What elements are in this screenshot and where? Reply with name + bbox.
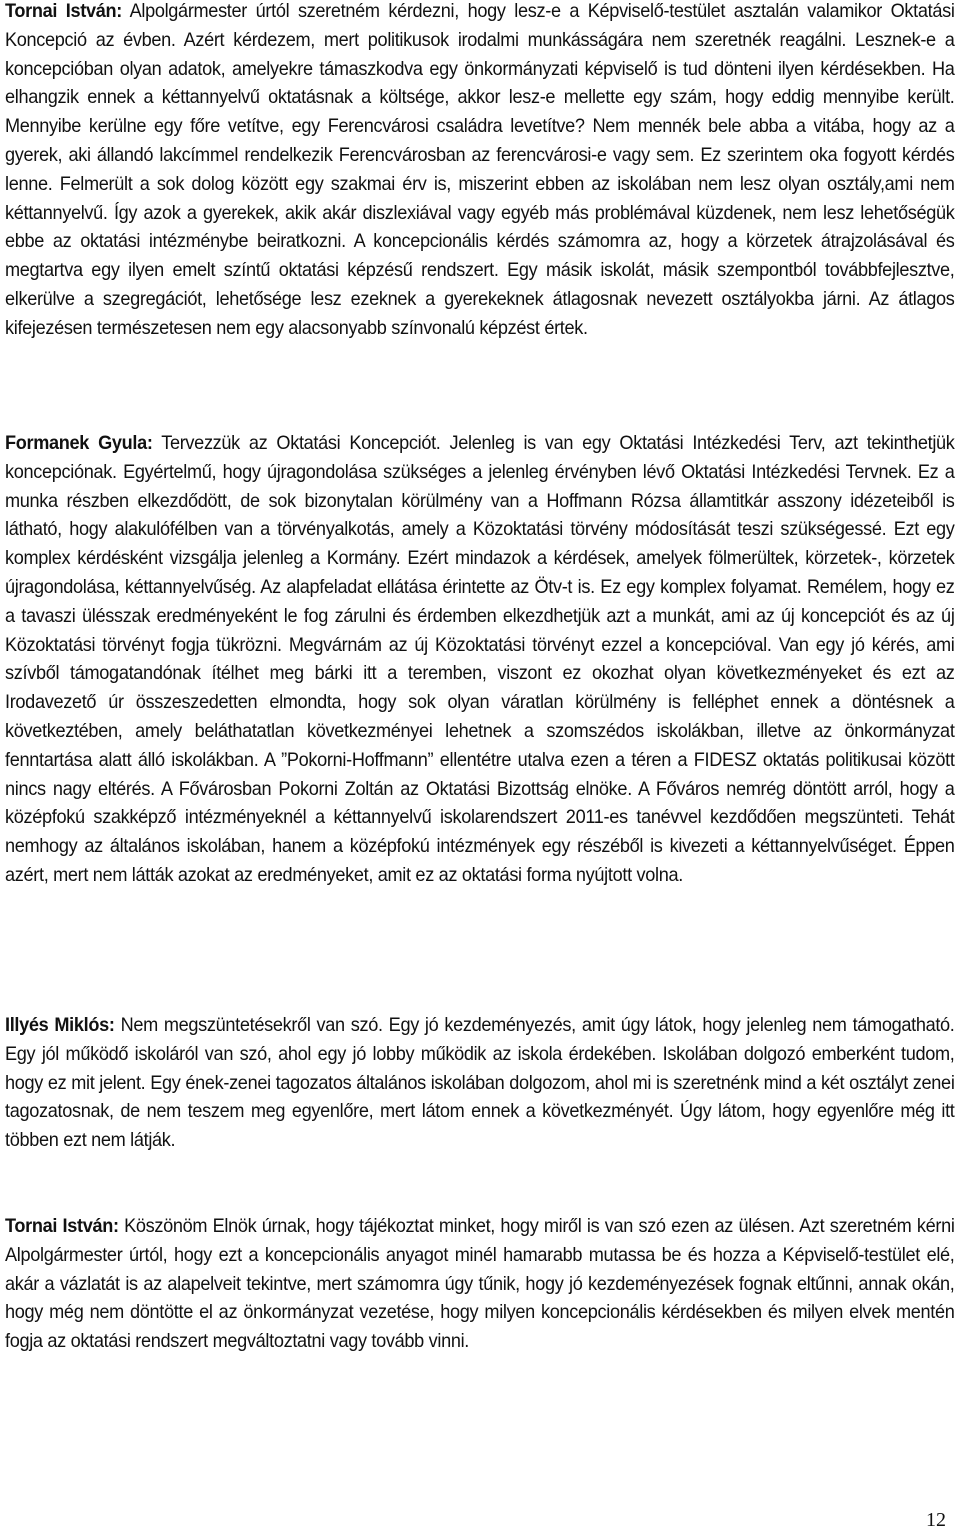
paragraph-formanek <box>5 429 955 890</box>
speaker-name: Illyés Miklós: <box>5 1014 115 1036</box>
paragraph-text: Tervezzük az Oktatási Koncepciót. Jelenleg is van egy Oktatási Intézkedési Terv, azt tekinthetjük koncepciónak. Egyértelmű, hogy újragondolása szükséges a jelenleg érvényben lévő Oktatási Intézkedési Tervnek. Ez a munka részben elkezdődött, de sok bizonytalan körülmény van a Hoffmann Rózsa államtitkár asszony idézeteiből is látható, hogy alakulófélben van a törvényalkotás, amely a Közoktatási törvény módosítását teszi szükségessé. Ezt egy komplex kérdésként vizsgálja jelenleg a Kormány. Ezért mindazok a kérdések, amelyek fölmerültek, körzetek-, körzetek újragondolása, kéttannyelvűség. Az alapfeladat ellátása érintette az Ötv-t is. Ez egy komplex folyamat. Remélem, hogy ez a tavaszi ülésszak eredményeként le fog zárulni és érdemben elkezdhetjük azt a munkát, ami az új koncepciót és az új Közoktatási törvényt fogja tükrözni. Megvárnám az új Közoktatási törvényt ezzel a koncepcióval. Van egy jó kérés, ami szívből támogatandónak ítélhet meg bárki itt a teremben, viszont ez okozhat olyan következményeket és ezt az Irodavezető úr összeszedetten elmondta, hogy sok olyan váratlan körülmény is felléphet ennek a döntésnek a következtében, amely beláthatatlan következményei lehetnek a szomszédos iskolákban, illetve az önkormányzat fenntartása alatt álló iskolákban. A ”Pokorni-Hoffmann” ellentétre utalva ezen a téren a FIDESZ oktatás politikusai között nincs nagy eltérés. A Fővárosban Pokorni Zoltán az Oktatási Bizottság elnöke. A Főváros nemrég döntött arról, hogy a középfokú szakképző intézményeknél a kéttannyelvű iskolarendszert 2011-es tanévvel kezdődően megszünteti. Tehát nemhogy az általános iskolában, hanem a középfokú intézmények egy részéből is kivezeti a kéttannyelvűséget. Éppen azért, mert nem látták azokat az eredményeket, amit ez az oktatási forma nyújtott volna. <box>5 432 955 886</box>
speaker-name: Tornai István: <box>5 0 122 22</box>
paragraph-tornai-1 <box>5 0 955 343</box>
paragraph-illyes <box>5 1011 955 1155</box>
paragraph-text: Nem megszüntetésekről van szó. Egy jó kezdeményezés, amit úgy látok, hogy jelenleg nem támogatható. Egy jól működő iskoláról van szó, ahol egy jó lobby működik az iskola érdekében. Iskolában dolgozó emberként tudom, hogy ez mit jelent. Egy ének-zenei tagozatos általános iskolában dolgozom, ahol mi is szeretnénk mind a két osztályt zenei tagozatosnak, de nem teszem meg egyenlőre, mert látom ennek a következményét. Úgy látom, hogy egyenlőre még itt többen ezt nem látják. <box>5 1014 955 1152</box>
paragraph-text: Köszönöm Elnök úrnak, hogy tájékoztat minket, hogy miről is van szó ezen az ülésen. Azt szeretném kérni Alpolgármester úrtól, hogy ezt a koncepcionális anyagot minél hamarabb mutassa be és hozza a Képviselő-testület elé, akár a vázlatát is az alapelveit tekintve, mert számomra úgy tűnik, hogy jó kezdeményezések fognak eltűnni, annak okán, hogy még nem döntötte el az önkormányzat vezetése, hogy milyen koncepcionális kérdésekben és milyen elvek mentén fogja az oktatási rendszert megváltoztatni vagy tovább vinni. <box>5 1215 955 1353</box>
page-number: 12 <box>926 1509 946 1531</box>
speaker-name: Formanek Gyula: <box>5 432 153 454</box>
speaker-name: Tornai István: <box>5 1215 119 1237</box>
paragraph-tornai-2 <box>5 1212 955 1356</box>
paragraph-text: Alpolgármester úrtól szeretném kérdezni, hogy lesz-e a Képviselő-testület asztalán valamikor Oktatási Koncepció az évben. Azért kérdezem, mert politikusok irodalmi munkásságára nem szeretnék reagálni. Lesznek-e a koncepcióban olyan adatok, amelyekre támaszkodva egy önkormányzati képviselő is tud dönteni ilyen kérdésekben. Ha elhangzik ennek a kéttannyelvű oktatásnak a költsége, akkor lesz-e mellette egy szám, hogy eddig mennyibe került. Mennyibe kerülne egy főre vetítve, egy Ferencvárosi családra levetítve? Nem mennék bele abba a vitába, hogy az a gyerek, aki állandó lakcímmel rendelkezik Ferencvárosban az ferencvárosi-e vagy sem. Ez szerintem oka fogyott kérdés lenne. Felmerült a sok dolog között egy szakmai érv is, miszerint ebben az iskolában nem lesz olyan osztály,ami nem kéttannyelvű. Így azok a gyerekek, akik akár diszlexiával vagy egyéb más problémával küzdenek, nem lesz lehetőségük ebbe az oktatási intézménybe beiratkozni. A koncepcionális kérdés számomra az, hogy a körzetek átrajzolásával és megtartva egy ilyen emelt színtű oktatási képzésű rendszert. Egy másik iskolát, másik szempontból továbbfejlesztve, elkerülve a szegregációt, lehetősége lesz ezeknek a gyerekeknek átlagosnak nevezett osztályokba járni. Az átlagos kifejezésen természetesen nem egy alacsonyabb színvonalú képzést értek. <box>5 0 955 339</box>
